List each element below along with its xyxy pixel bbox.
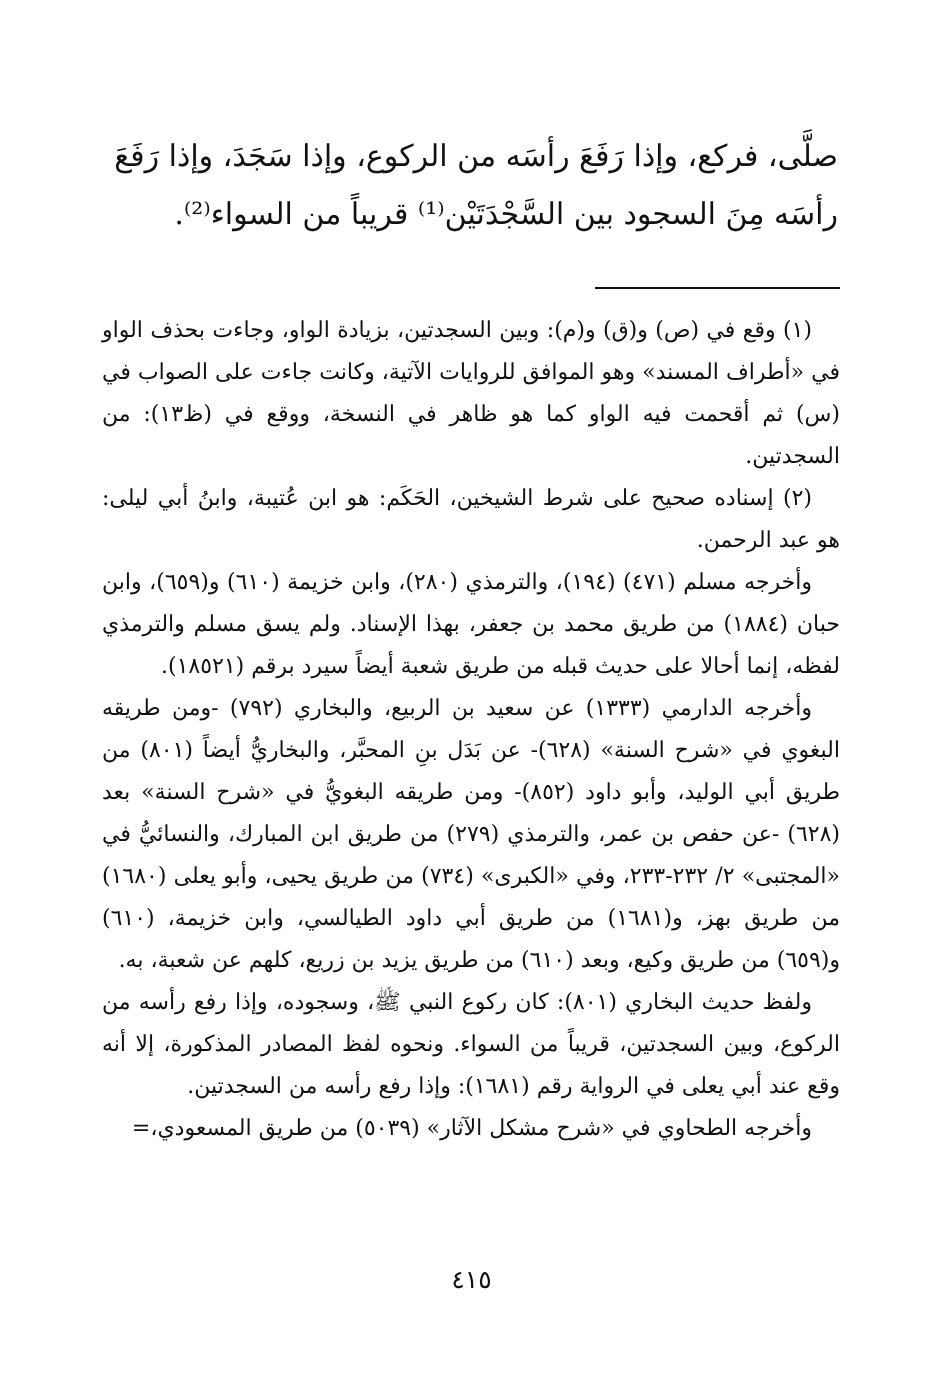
footnotes xyxy=(102,310,840,1150)
footnote-2: (٢) إسناده صحيح على شرط الشيخين، الحَكَم: هو ابن عُتيبة، وابنُ أبي ليلى: هو عبد الرحمن. xyxy=(102,486,840,553)
main-text-line-2: رأسَه مِنَ السجود بين السَّجْدَتَيْن⁽¹⁾ قريباً من السواء⁽²⁾. xyxy=(174,197,838,232)
footnote-2-paragraph-muslim: وأخرجه مسلم (٤٧١) (١٩٤)، والترمذي (٢٨٠)، وابن خزيمة (٦١٠) و(٦٥٩)، وابن حبان (١٨٨٤) من طريق محمد بن جعفر، بهذا الإسناد. ولم يسق مسلم والترمذي لفظه، إنما أحالا على حديث قبله من طريق شعبة أيضاً سيرد برقم (١٨٥٢١). xyxy=(102,570,840,679)
page-number: ٤١٥ xyxy=(451,1265,492,1294)
main-text-line-1: صلَّى، فركع، وإذا رَفَعَ رأسَه من الركوع، وإذا سَجَدَ، وإذا رَفَعَ xyxy=(114,139,838,174)
main-text xyxy=(103,128,838,244)
footnote-separator xyxy=(595,287,840,289)
footnote-1: (١) وقع في (ص) و(ق) و(م): وبين السجدتين، بزيادة الواو، وجاءت بحذف الواو في «أطراف المسند» وهو الموافق للروايات الآتية، وكانت جاءت على الصواب في (س) ثم أقحمت فيه الواو كما هو ظاهر في النسخة، ووقع في (ظ١٣): من السجدتين. xyxy=(102,318,840,469)
footnote-2-paragraph-bukhari-wording: ولفظ حديث البخاري (٨٠١): كان ركوع النبي ﷺ، وسجوده، وإذا رفع رأسه من الركوع، وبين السجدتين، قريباً من السواء. ونحوه لفظ المصادر المذكورة، إلا أنه وقع عند أبي يعلى في الرواية رقم (١٦٨١): وإذا رفع رأسه من السجدتين. xyxy=(102,990,840,1099)
footnote-2-paragraph-tahawi: وأخرجه الطحاوي في «شرح مشكل الآثار» (٥٠٣٩) من طريق المسعودي،= xyxy=(131,1116,812,1141)
footnote-2-paragraph-darimi: وأخرجه الدارمي (١٣٣٣) عن سعيد بن الربيع، والبخاري (٧٩٢) -ومن طريقه البغوي في «شرح السنة» (٦٢٨)- عن بَدَل بنِ المحبَّر، والبخاريُّ أيضاً (٨٠١) من طريق أبي الوليد، وأبو داود (٨٥٢)- ومن طريقه البغويُّ في «شرح السنة» بعد (٦٢٨) -عن حفص بن عمر، والترمذي (٢٧٩) من طريق ابن المبارك، والنسائيُّ في «المجتبى» ٢/ ٢٣٢-٢٣٣، وفي «الكبرى» (٧٣٤) من طريق يحيى، وأبو يعلى (١٦٨٠) من طريق بهز، و(١٦٨١) من طريق أبي داود الطيالسي، وابن خزيمة، (٦١٠) و(٦٥٩) من طريق وكيع، وبعد (٦١٠) من طريق يزيد بن زريع، كلهم عن شعبة، به. xyxy=(102,696,840,973)
